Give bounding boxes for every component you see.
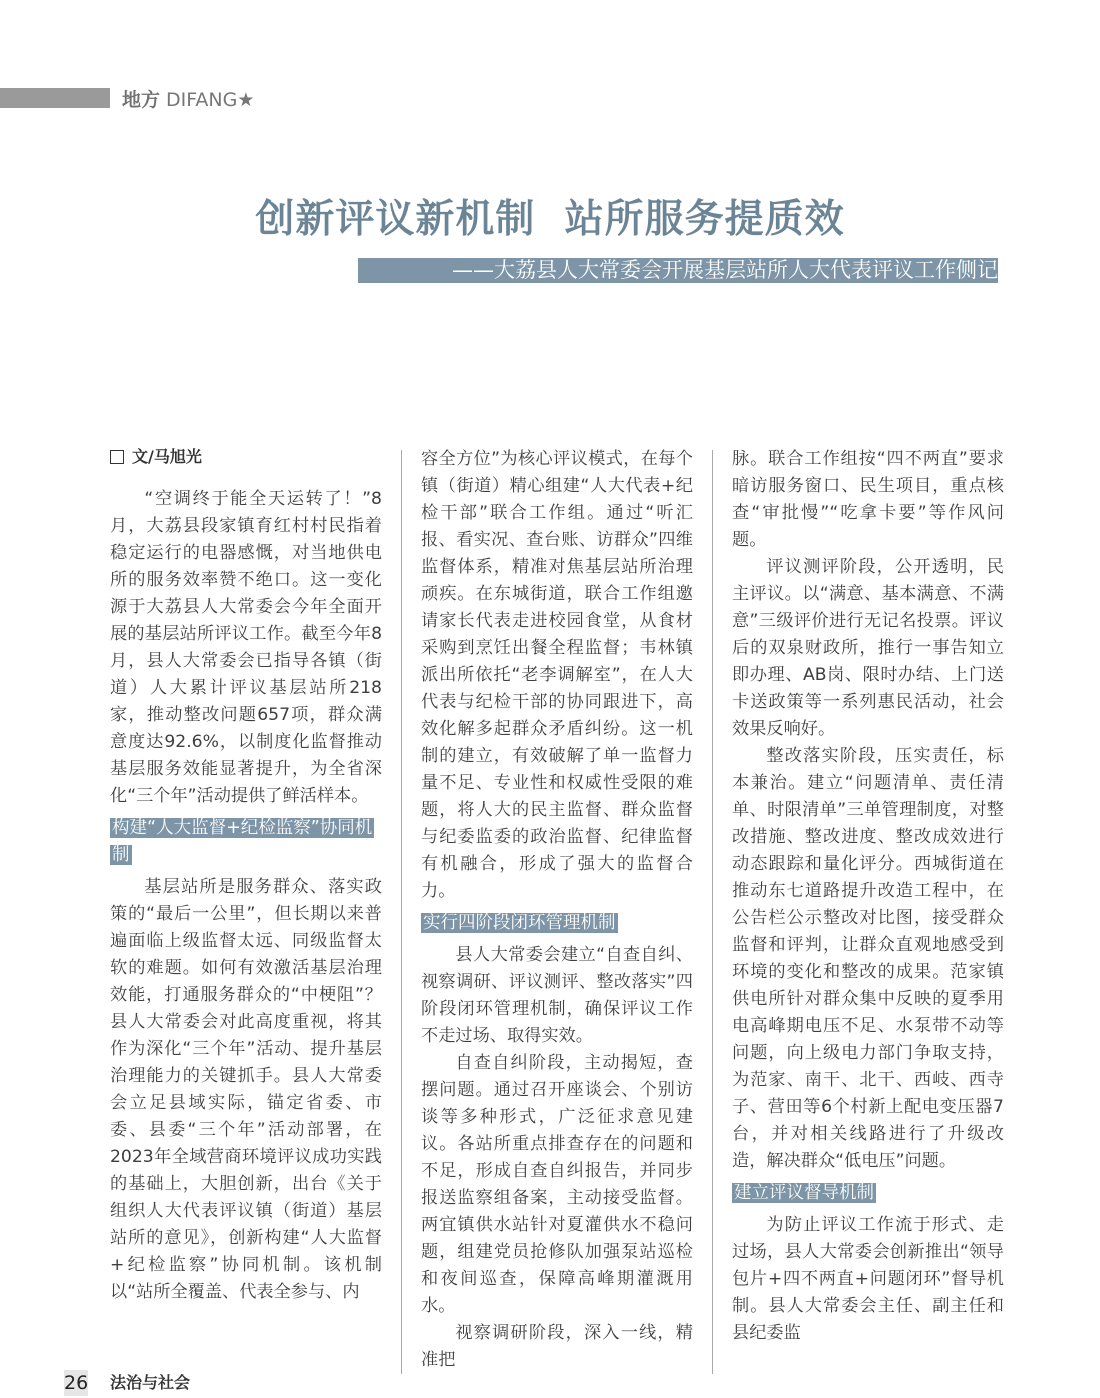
paragraph: 视察调研阶段，深入一线，精准把 — [421, 1323, 693, 1370]
article-title: 创新评议新机制 站所服务提质效 — [255, 197, 845, 242]
paragraph: 容全方位”为核心评议模式，在每个镇（街道）精心组建“人大代表+纪检干部”联合工作组。通过“听汇报、看实况、查台账、访群众”四维监督体系，精准对焦基层站所治理顽疾。在东城街道，联合工作组邀请家长代表走进校园食堂，从食材采购到烹饪出餐全程监督；韦林镇派出所依托“老李调解室”，在人大代表与纪检干部的协同跟进下，高效化解多起群众矛盾纠纷。这一机制的建立，有效破解了单一监督力量不足、专业性和权威性受限的难题，将人大的民主监督、群众监督与纪委监委的政治监督、纪律监督有机融合，形成了强大的监督合力。 — [421, 449, 693, 901]
paragraph: “空调终于能全天运转了！”8月，大荔县段家镇育红村村民指着稳定运行的电器感慨，对当地供电所的服务效率赞不绝口。这一变化源于大荔县人大常委会今年全面开展的基层站所评议工作。截至今年8月，县人大常委会已指导各镇（街道）人大累计评议基层站所218家，推动整改问题657项，群众满意度达92.6%，以制度化监督推动基层服务效能显著提升，为全省深化“三个年”活动提供了鲜活样本。 — [110, 489, 382, 806]
byline-text: 文/马旭光 — [132, 447, 202, 466]
paragraph: 县人大常委会建立“自查自纠、视察调研、评议测评、整改落实”四阶段闭环管理机制，确保评议工作不走过场、取得实效。 — [421, 945, 693, 1046]
article-subtitle: ——大荔县人大常委会开展基层站所人大代表评议工作侧记 — [358, 258, 998, 283]
section-heading — [110, 815, 382, 869]
section-heading — [421, 910, 693, 937]
column-1 — [110, 446, 382, 1306]
section-heading — [732, 1180, 1004, 1207]
page-number: 26 — [64, 1372, 89, 1394]
byline — [110, 446, 382, 468]
paragraph: 评议测评阶段，公开透明，民主评议。以“满意、基本满意、不满意”三级评价进行无记名投票。评议后的双泉财政所，推行一事告知立即办理、AB岗、限时办结、上门送卡送政策等一系列惠民活动，社会效果反响好。 — [732, 557, 1004, 739]
paragraph: 自查自纠阶段，主动揭短，查摆问题。通过召开座谈会、个别访谈等多种形式，广泛征求意见建议。各站所重点排查存在的问题和不足，形成自查自纠报告，并同步报送监察组备案，主动接受监督。两宜镇供水站针对夏灌供水不稳问题，组建党员抢修队加强泵站巡检和夜间巡查，保障高峰期灌溉用水。 — [421, 1053, 693, 1316]
paragraph: 脉。联合工作组按“四不两直”要求暗访服务窗口、民生项目，重点核查“审批慢”“吃拿卡要”等作风问题。 — [732, 449, 1004, 550]
section-cn: 地方 — [122, 89, 161, 111]
square-icon — [110, 450, 124, 464]
column-divider — [401, 450, 402, 1374]
column-divider — [712, 450, 713, 1374]
section-bar — [0, 88, 110, 108]
section-en: DIFANG★ — [166, 89, 255, 111]
section-heading-text: 实行四阶段闭环管理机制 — [423, 913, 616, 933]
paragraph: 为防止评议工作流于形式、走过场，县人大常委会创新推出“领导包片+四不两直+问题闭环”督导机制。县人大常委会主任、副主任和县纪委监 — [732, 1215, 1004, 1343]
paragraph: 整改落实阶段，压实责任，标本兼治。建立“问题清单、责任清单、时限清单”三单管理制度，对整改措施、整改进度、整改成效进行动态跟踪和量化评分。西城街道在推动东七道路提升改造工程中，在公告栏公示整改对比图，接受群众监督和评判，让群众直观地感受到环境的变化和整改的成果。范家镇供电所针对群众集中反映的夏季用电高峰期电压不足、水泵带不动等问题，向上级电力部门争取支持，为范家、南干、北干、西岐、西寺子、营田等6个村新上配电变压器7台，并对相关线路进行了升级改造，解决群众“低电压”问题。 — [732, 746, 1004, 1171]
section-label — [122, 85, 254, 112]
column-2 — [421, 446, 693, 1374]
paragraph: 基层站所是服务群众、落实政策的“最后一公里”，但长期以来普遍面临上级监督太远、同级监督太软的难题。如何有效激活基层治理效能，打通服务群众的“中梗阻”？县人大常委会对此高度重视，将其作为深化“三个年”活动、提升基层治理能力的关键抓手。县人大常委会立足县域实际，锚定省委、市委、县委“三个年”活动部署，在2023年全域营商环境评议成功实践的基础上，大胆创新，出台《关于组织人大代表评议镇（街道）基层站所的意见》，创新构建“人大监督+纪检监察”协同机制。该机制以“站所全覆盖、代表全参与、内 — [110, 877, 382, 1302]
section-heading-text: 建立评议督导机制 — [734, 1183, 874, 1203]
column-3 — [732, 446, 1004, 1347]
section-heading-text: 构建“人大监督+纪检监察”协同机制 — [112, 818, 373, 865]
magazine-name: 法治与社会 — [110, 1373, 191, 1392]
